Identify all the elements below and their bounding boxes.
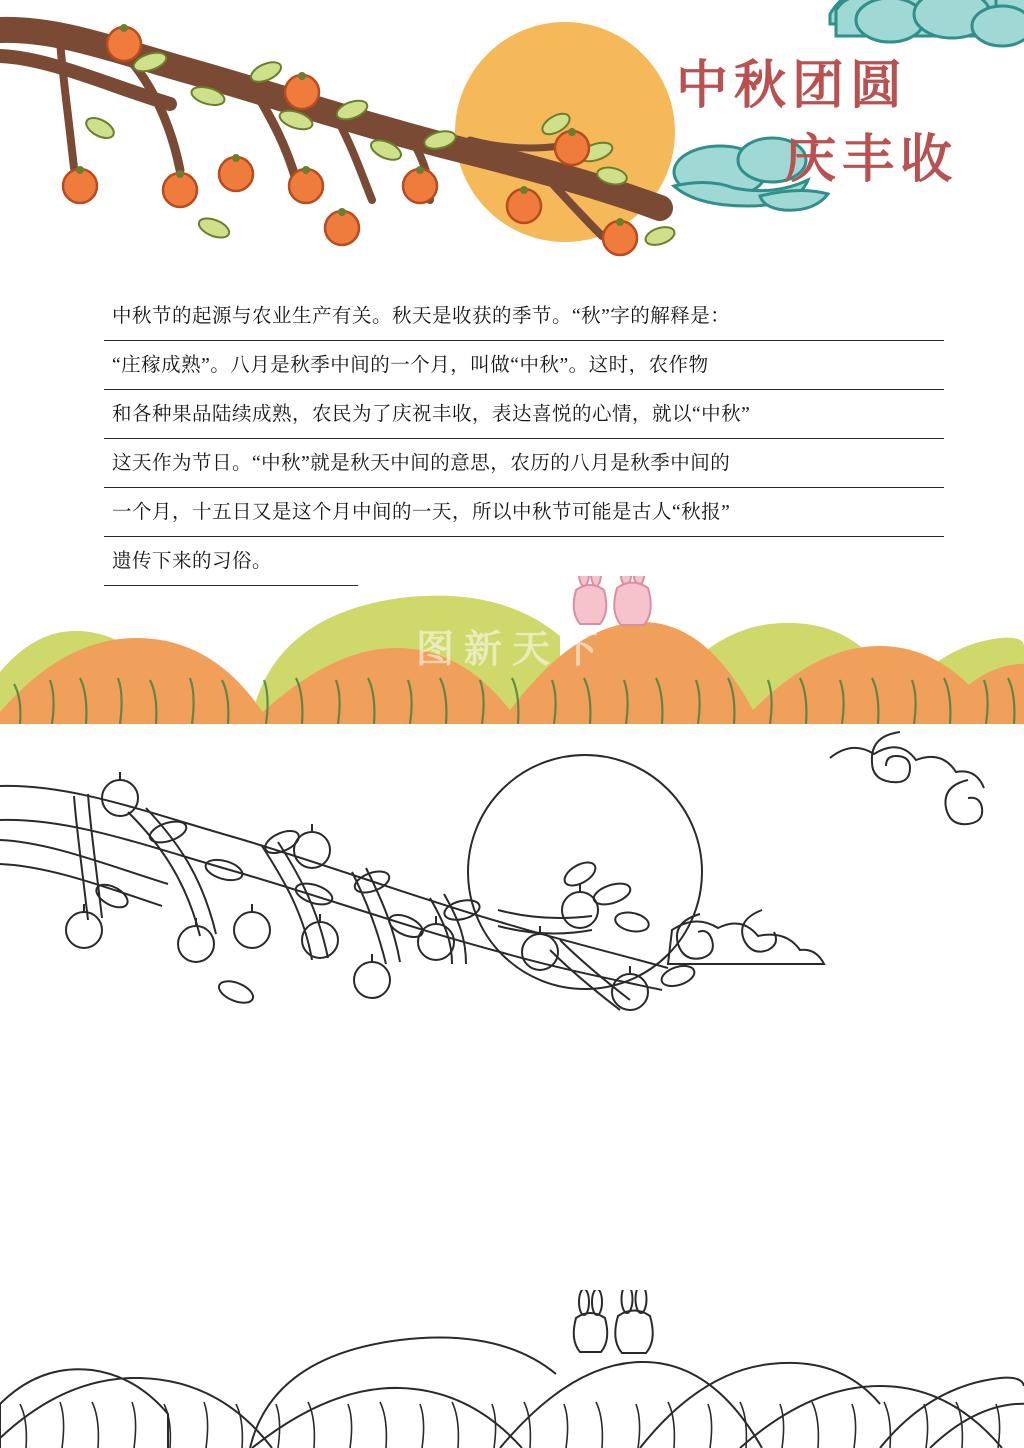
text-line <box>104 345 944 394</box>
rule-line <box>104 340 944 341</box>
rule-line <box>104 389 944 390</box>
hills-icon <box>0 1244 1024 1448</box>
text-line-content: 中秋节的起源与农业生产有关。秋天是收获的季节。“秋”字的解释是： <box>112 306 731 327</box>
text-line-content: 这天作为节日。“中秋”就是秋天中间的意思，农历的八月是秋季中间的 <box>112 453 731 474</box>
text-line <box>104 492 944 541</box>
title-line-1: 中秋团圆 <box>676 56 909 116</box>
hills-illustration-band <box>0 576 1024 724</box>
text-line <box>104 296 944 345</box>
rule-line <box>104 487 944 488</box>
text-line <box>104 443 944 492</box>
text-line-content: 和各种果品陆续成熟，农民为了庆祝丰收，表达喜悦的心情，就以“中秋” <box>112 404 751 425</box>
persimmon-branch-icon <box>0 0 700 262</box>
rule-line <box>104 536 944 537</box>
rabbit-icon <box>560 1290 670 1360</box>
text-line <box>104 394 944 443</box>
text-line-content: 遗传下来的习俗。 <box>112 551 273 572</box>
text-line-content: “庄稼成熟”。八月是秋季中间的一个月，叫做“中秋”。这时，农作物 <box>112 355 709 376</box>
header-illustration-banner <box>0 0 1024 262</box>
rule-line <box>104 438 944 439</box>
text-line-content: 一个月，十五日又是这个月中间的一天，所以中秋节可能是古人“秋报” <box>112 502 731 523</box>
title-line-2: 庆丰收 <box>784 130 959 190</box>
page-title <box>676 56 1006 190</box>
article-text-block <box>104 296 944 590</box>
watermark-text: 图新天下 <box>415 627 608 671</box>
persimmon-branch-icon <box>0 724 1024 1044</box>
line-art-section <box>0 724 1024 1448</box>
